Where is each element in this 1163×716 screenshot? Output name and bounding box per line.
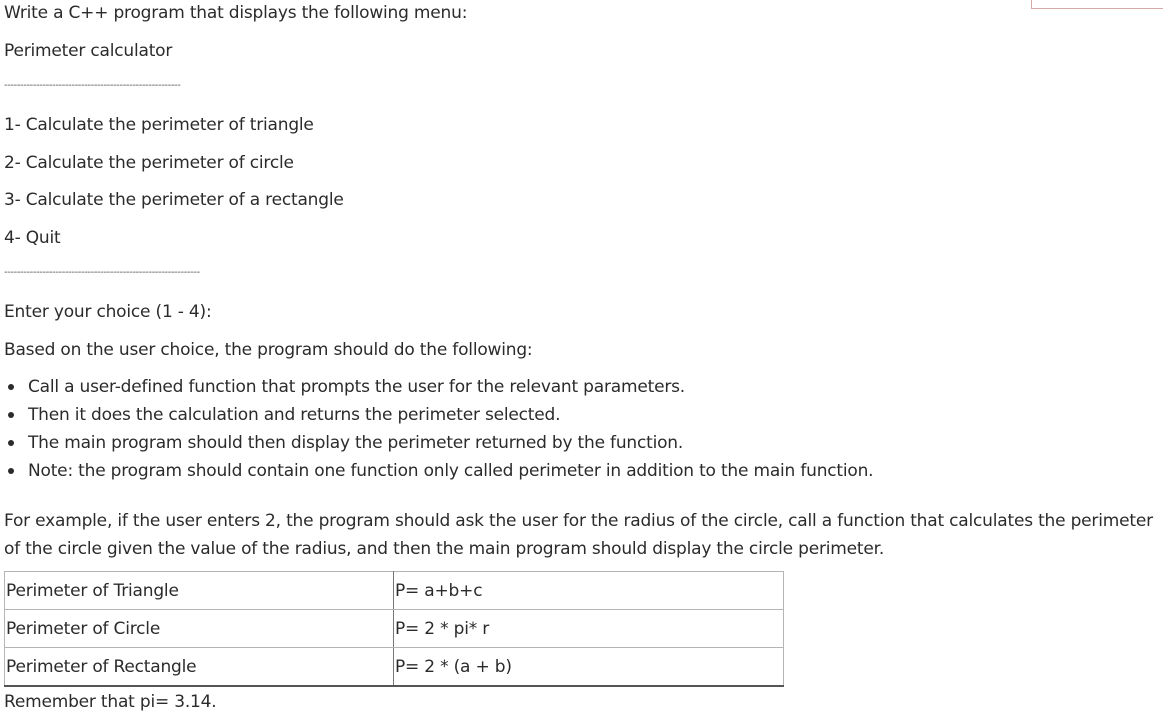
formula-table	[4, 571, 784, 687]
list-item: Call a user-defined function that prompts the user for the relevant parameters.	[4, 374, 873, 402]
menu-item-4: 4- Quit	[4, 228, 61, 248]
shape-cell: Perimeter of Circle	[5, 610, 394, 648]
list-item: Note: the program should contain one function only called perimeter in addition to the main function.	[4, 458, 873, 486]
list-item: Then it does the calculation and returns the perimeter selected.	[4, 402, 873, 430]
intro-text: Write a C++ program that displays the following menu:	[4, 3, 468, 23]
menu-item-2: 2- Calculate the perimeter of circle	[4, 153, 294, 173]
menu-item-3: 3- Calculate the perimeter of a rectangle	[4, 190, 344, 210]
top-right-box	[1031, 0, 1163, 9]
menu-title: Perimeter calculator	[4, 41, 173, 61]
table-row	[5, 572, 784, 610]
menu-separator-bottom: -------------------------------------------------------------	[4, 267, 200, 278]
menu-item-1: 1- Calculate the perimeter of triangle	[4, 115, 314, 135]
remember-note: Remember that pi= 3.14.	[4, 692, 217, 712]
shape-cell: Perimeter of Rectangle	[5, 648, 394, 687]
shape-cell: Perimeter of Triangle	[5, 572, 394, 610]
formula-cell: P= a+b+c	[394, 572, 784, 610]
instruction-list	[4, 374, 873, 486]
table-row	[5, 648, 784, 687]
example-paragraph: For example, if the user enters 2, the program should ask the user for the radius of the circle, call a function that calculates the perimeter of the circle given the value of the radius, and then the main program should display the circle perimeter.	[4, 511, 1153, 559]
menu-prompt: Enter your choice (1 - 4):	[4, 302, 212, 322]
list-item: The main program should then display the perimeter returned by the function.	[4, 430, 873, 458]
formula-cell: P= 2 * (a + b)	[394, 648, 784, 687]
formula-cell: P= 2 * pi* r	[394, 610, 784, 648]
menu-separator-top: -------------------------------------------------------	[4, 80, 181, 91]
instructions-heading: Based on the user choice, the program should do the following:	[4, 340, 533, 360]
table-row	[5, 610, 784, 648]
